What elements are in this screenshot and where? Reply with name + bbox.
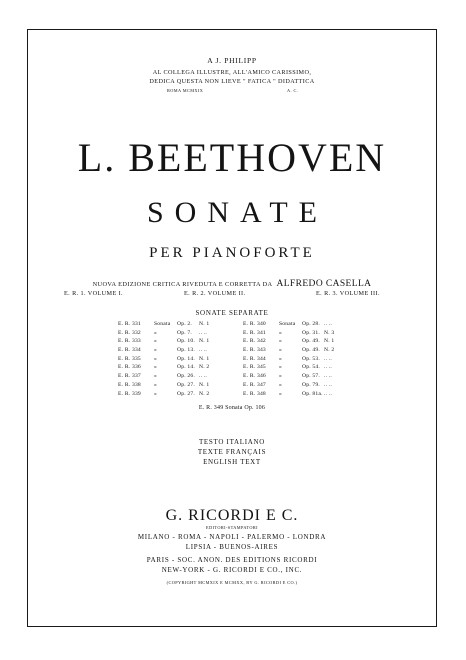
sonata-row	[243, 364, 336, 373]
sonata-opus: Op. 7.	[177, 329, 193, 336]
sonata-opus: Op. 26.	[177, 373, 196, 380]
sonata-number: N. 1	[199, 338, 210, 345]
sonata-number: .. ..	[324, 321, 332, 327]
sonata-row	[243, 373, 336, 382]
sonata-row	[118, 391, 211, 400]
sonata-number: N. 2	[199, 390, 210, 397]
sonata-opus: Op. 14.	[177, 364, 196, 371]
dedication-line-1: AL COLLEGA ILLUSTRE, ALL'AMICO CARISSIMO,	[152, 69, 312, 76]
sonata-number: N. 1	[324, 338, 335, 345]
separate-list-left	[118, 321, 211, 399]
sonata-label: »	[279, 329, 282, 336]
publisher-cities-2: LIPSIA - BUENOS-AIRES	[185, 543, 279, 551]
sonata-row	[118, 382, 211, 391]
publisher-cities-3: PARIS - SOC. ANON. DES EDITIONS RICORDI	[146, 556, 318, 564]
sonata-label: »	[154, 364, 157, 371]
sonata-number: .. ..	[199, 347, 207, 354]
last-sonata: E. R. 349 Sonata Op. 106	[198, 405, 266, 411]
sonata-row	[118, 338, 211, 347]
sonata-number: .. ..	[324, 373, 332, 380]
sonata-label: Sonata	[279, 321, 296, 327]
main-title: SONATE	[146, 196, 328, 229]
sonata-number: N. 1	[199, 381, 210, 388]
edition-editor: ALFREDO CASELLA	[276, 279, 372, 289]
sonata-label: »	[154, 373, 157, 380]
sonata-number: N. 1	[199, 321, 210, 327]
sonata-row	[118, 347, 211, 356]
sonata-opus: Op. 31.	[302, 329, 321, 336]
dedication-line-2: DEDICA QUESTA NON LIEVE " FATICA " DIDATTICA	[149, 78, 315, 85]
sonata-row	[243, 391, 336, 400]
sonata-row	[118, 356, 211, 365]
publisher-cities-4: NEW-YORK - G. RICORDI E CO., INC.	[161, 566, 303, 574]
sonata-catalog-number: E. R. 337	[118, 373, 141, 380]
sonata-catalog-number: E. R. 347	[243, 381, 266, 388]
dedication-place-date: ROMA MCMXIX	[167, 88, 204, 93]
sonata-opus: Op. 54.	[302, 364, 321, 371]
volume-1: E. R. 1. VOLUME I.	[64, 290, 123, 297]
sonata-catalog-number: E. R. 345	[243, 364, 266, 371]
sonata-row	[243, 382, 336, 391]
separate-heading: SONATE SEPARATE	[195, 309, 269, 317]
sonata-label: »	[154, 338, 157, 345]
publisher-role: EDITORI-STAMPATORI	[206, 525, 258, 530]
sonata-catalog-number: E. R. 341	[243, 329, 266, 336]
sonata-label: »	[154, 390, 157, 397]
sonata-number: N. 3	[324, 329, 335, 336]
sonata-opus: Op. 27.	[177, 381, 196, 388]
sonata-opus: Op. 27.	[177, 390, 196, 397]
sonata-label: »	[279, 390, 282, 397]
separate-list-right	[243, 321, 336, 399]
sonata-catalog-number: E. R. 332	[118, 329, 141, 336]
sonata-catalog-number: E. R. 338	[118, 381, 141, 388]
sonata-catalog-number: E. R. 331	[118, 321, 141, 327]
sonata-number: .. ..	[324, 381, 332, 388]
sonata-number: N. 1	[199, 355, 210, 362]
edition-prefix: NUOVA EDIZIONE CRITICA RIVEDUTA E CORRETTA DA	[92, 281, 273, 288]
language-english: ENGLISH TEXT	[203, 458, 261, 466]
sonata-catalog-number: E. R. 342	[243, 338, 266, 345]
sonata-catalog-number: E. R. 334	[118, 347, 141, 354]
sonata-catalog-number: E. R. 340	[243, 321, 266, 327]
copyright: (COPYRIGHT MCMXIX E MCMXX, BY G. RICORDI E CO.)	[166, 580, 298, 585]
sonata-row	[243, 338, 336, 347]
sonata-catalog-number: E. R. 348	[243, 390, 266, 397]
sonata-catalog-number: E. R. 344	[243, 355, 266, 362]
sonata-label: »	[154, 347, 157, 354]
sonata-row	[243, 330, 336, 339]
language-french: TEXTE FRANÇAIS	[197, 448, 267, 456]
sonata-opus: Op. 2.	[177, 321, 193, 327]
subtitle: PER PIANOFORTE	[149, 245, 315, 261]
sonata-opus: Op. 49.	[302, 347, 321, 354]
sonata-opus: Op. 10.	[177, 338, 196, 345]
sonata-number: .. ..	[324, 364, 332, 371]
sonata-row	[118, 330, 211, 339]
sonata-opus: Op. 28.	[302, 321, 321, 327]
publisher-name: G. RICORDI E C.	[165, 507, 299, 524]
sonata-row	[243, 321, 336, 330]
sonata-opus: Op. 79.	[302, 381, 321, 388]
sonata-opus: Op. 49.	[302, 338, 321, 345]
sonata-number: .. ..	[199, 329, 207, 336]
sonata-label: »	[154, 355, 157, 362]
sonata-catalog-number: E. R. 333	[118, 338, 141, 345]
sonata-opus: Op. 53.	[302, 355, 321, 362]
language-italian: TESTO ITALIANO	[198, 438, 266, 446]
composer-name: L. BEETHOVEN	[77, 135, 387, 180]
sonata-catalog-number: E. R. 339	[118, 390, 141, 397]
dedication-to: A J. PHILIPP	[207, 56, 257, 65]
sonata-label: »	[279, 355, 282, 362]
sonata-label: »	[279, 381, 282, 388]
sonata-label: »	[154, 381, 157, 388]
sonata-opus: Op. 57.	[302, 373, 321, 380]
sonata-row	[118, 321, 211, 330]
sonata-row	[243, 347, 336, 356]
sonata-catalog-number: E. R. 336	[118, 364, 141, 371]
sonata-label: »	[279, 364, 282, 371]
sonata-opus: Op. 14.	[177, 355, 196, 362]
sonata-row	[118, 364, 211, 373]
edition-line	[27, 273, 437, 291]
sonata-catalog-number: E. R. 346	[243, 373, 266, 380]
sonata-opus: Op. 81a.	[302, 390, 323, 397]
sonata-number: N. 2	[324, 347, 335, 354]
sonata-label: »	[279, 347, 282, 354]
sonata-number: .. ..	[199, 373, 207, 380]
sonata-catalog-number: E. R. 335	[118, 355, 141, 362]
volume-3: E. R. 3. VOLUME III.	[316, 290, 380, 297]
dedication-signature: A. C.	[287, 88, 299, 93]
sonata-label: »	[279, 373, 282, 380]
sonata-label: Sonata	[154, 321, 171, 327]
sonata-number: .. ..	[324, 355, 332, 362]
publisher-cities-1: MILANO - ROMA - NAPOLI - PALERMO - LONDRA	[137, 533, 327, 541]
sonata-number: .. ..	[324, 390, 332, 397]
sonata-label: »	[154, 329, 157, 336]
sonata-row	[243, 356, 336, 365]
sonata-number: N. 2	[199, 364, 210, 371]
sonata-opus: Op. 13.	[177, 347, 196, 354]
volume-2: E. R. 2. VOLUME II.	[184, 290, 246, 297]
sonata-catalog-number: E. R. 343	[243, 347, 266, 354]
sonata-label: »	[279, 338, 282, 345]
sonata-row	[118, 373, 211, 382]
